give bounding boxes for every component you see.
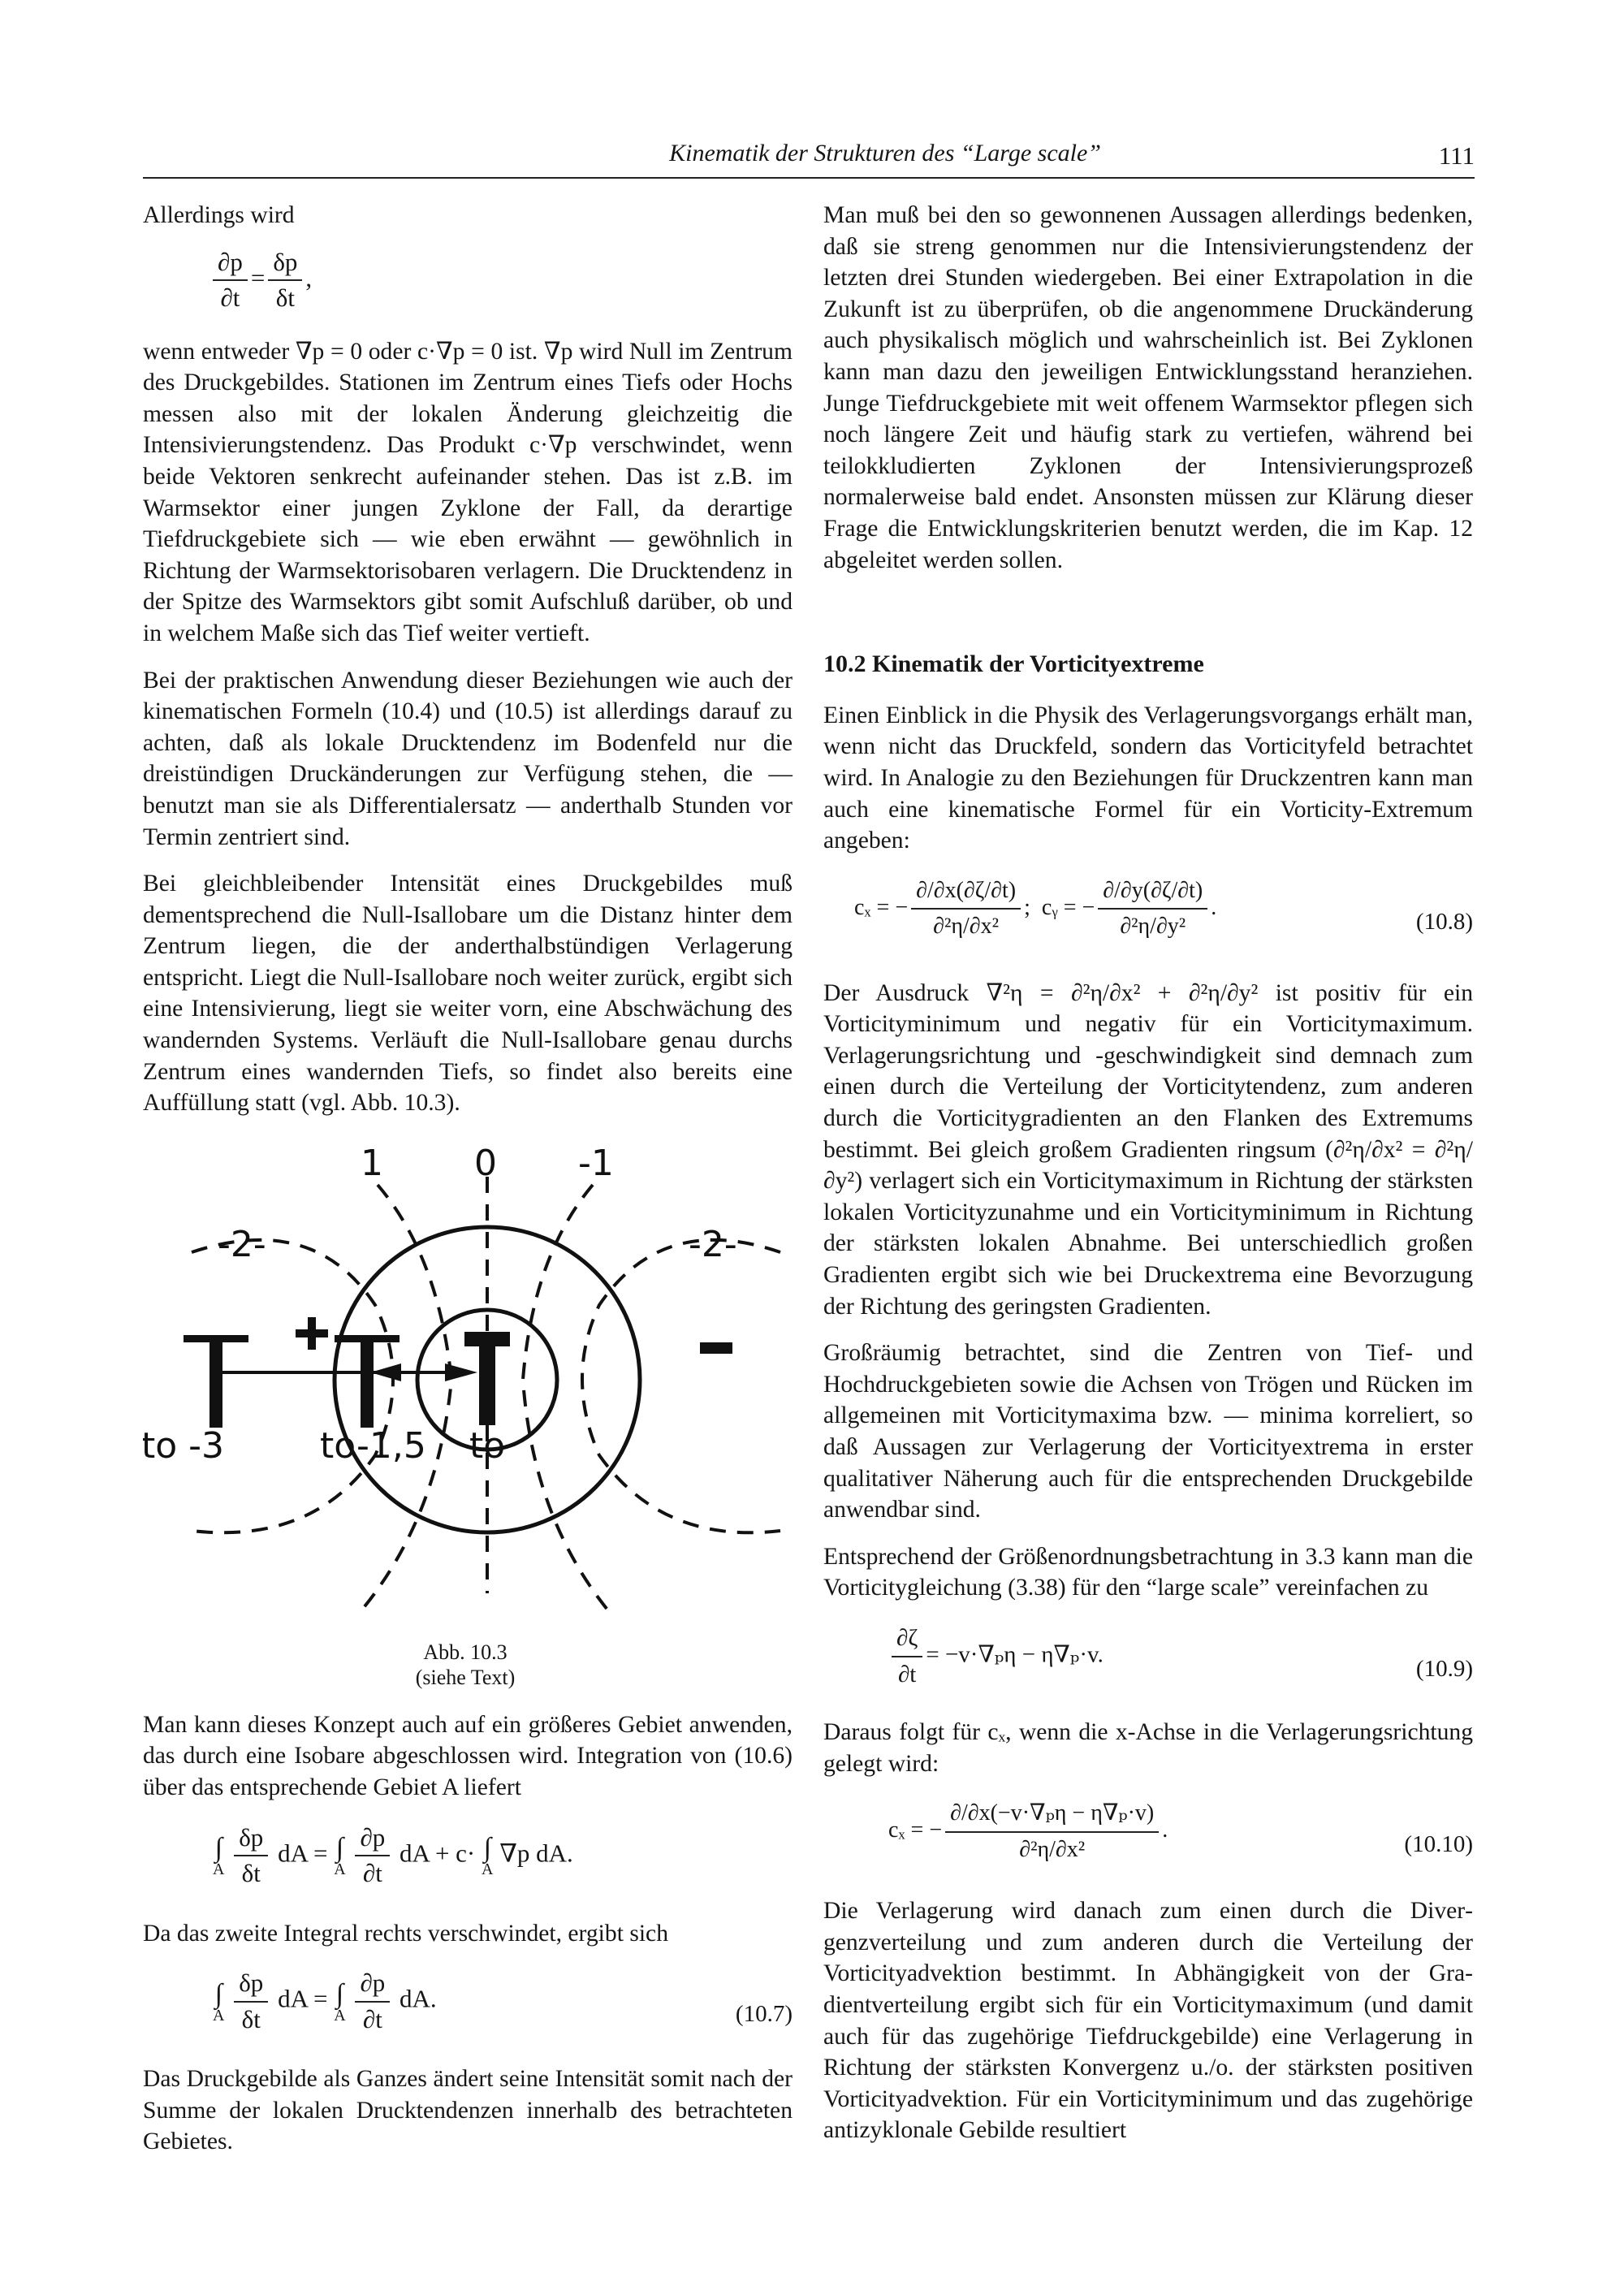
time-label: to-1,5 bbox=[320, 1424, 426, 1467]
isallobar-diagram bbox=[143, 1134, 793, 1638]
isallobar-label: 1 bbox=[361, 1142, 383, 1184]
paragraph: Einen Einblick in die Physik des Verlagerungsvorgangs erhält man, wenn nicht das Druckfeld, sondern das Vorticityfeld betrachtet wird. In Analogie zu den Beziehungen für Druckzentren kann man auch eine kinematische Formel für ein Vorticity-Extremum angeben: bbox=[823, 702, 1473, 854]
equation-dp-dt: $\frac{\partial p}{\partial t}$ = $\frac{\delta p}{\delta t}$ , bbox=[143, 247, 793, 325]
equation-integral-1: ∫ A $\frac{\delta p}{\delta t}$ dA = ∫ A $\frac{\partial p}{\partial t}$ dA + c· ∫ A ∇p dA. bbox=[213, 1822, 573, 1888]
equation-number: (10.9) bbox=[1415, 1655, 1473, 1682]
isallobar-minus2 bbox=[582, 1240, 780, 1532]
low-stem bbox=[479, 1332, 495, 1425]
right-column bbox=[823, 200, 1473, 2162]
equation-10-10: cₓ = − $\frac{\text{∂/∂x(−v·∇ₚη − η∇ₚ·v)}}{\text{∂²η/∂x²}}$ . (10.10) bbox=[823, 1795, 1473, 1879]
low-cap bbox=[335, 1335, 400, 1342]
isallobar-label: 0 bbox=[474, 1142, 497, 1184]
running-title: Kinematik der Strukturen des “Large scale” bbox=[669, 140, 1101, 166]
figure-caption: Abb. 10.3 (siehe Text) bbox=[415, 1640, 516, 1689]
equation-10-9: $\frac{\partial\zeta}{\partial t}$ = −v·∇ₚη − η∇ₚ·v. (10.9) bbox=[823, 1619, 1473, 1700]
paragraph: Man kann dieses Konzept auch auf ein größeres Gebiet anwenden, das durch eine Isobare abgeschlossen wird. Integration von (10.6) über das entsprechende Gebiet A liefert bbox=[143, 1711, 793, 1801]
equation-10-8: cₓ = − $\frac{\partial/\partial x(\partial\zeta/\partial t)}{\text{∂²η/∂x²}}$ ; cᵧ = − $\frac{\partial/\partial y(\partial\zeta/\partial t)}{\text{∂²η/∂y²}}$ . (10.8) bbox=[823, 872, 1473, 962]
intro-text: Allerdings wird bbox=[143, 202, 295, 228]
paragraph: Man muß bei den so gewonnenen Aussagen allerdings bedenken, daß sie streng genommen nur die Intensivierungstendenz der letzten drei Stunden wiedergeben. Bei einer Extrapolation in die Zukunft ist zu überprüfen, ob die angenommene Druckänderung auch physikalisch möglich und wahrscheinlich ist. Bei Zyklonen kann man dazu den jeweiligen Entwicklungsstand heranziehen. Junge Tiefdruckgebiete mit weit offenem Warmsektor pflegen sich noch längere Zeit und häufig stark zu vertiefen, während bei teilokkludierten Zyklonen der Intensivierungsprozeß normalerweise bald endet. Ansonsten müssen zur Klärung dieser Frage die Entwicklungskriterien benutzt werden, die im Kap. 12 abgeleitet werden sollen. bbox=[823, 202, 1473, 573]
equation-10-7: ∫ A $\frac{\delta p}{\delta t}$ dA = ∫ A $\frac{\partial p}{\partial t}$ dA. (10.7) bbox=[213, 1968, 793, 2033]
paragraph: Der Ausdruck ∇²η = ∂²η/∂x² + ∂²η/∂y² ist positiv für ein Vorticityminimum und negativ für ein Vorticitymaximum. Verlagerungsrichtung und -geschwindigkeit sind demnach zum einen durch die Verteilung der Vorticitytendenz, zum anderen durch die Vorticitygradienten an den Flanken des Extremums bestimmt. Bei gleich großem Gradienten ringsum (∂²η/∂x² = ∂²η/∂y²) verlagert sich ein Vorticitymaximum in Richtung der stärksten lokalen Vorticityzunahme und ein Vorticityminimum in Richtung der stärksten lokalen Abnahme. Bei unterschiedlich großen Gradienten ergibt sich wie bei Druckextrema eine Bevorzugung der Richtung des geringsten Gradienten. bbox=[823, 979, 1473, 1320]
plus-sign bbox=[308, 1317, 316, 1350]
paragraph: Großräumig betrachtet, sind die Zentren von Tief- und Hochdruckgebieten sowie die Achsen von Trögen und Rücken im allgemeinen mit Vorticitymaxima bzw. — minima korreliert, so daß Aussagen zur Verlagerung der Vorticityextrema in erster qualitativer Näherung auch für die entsprechenden Druckgebilde anwendbar sind. bbox=[823, 1340, 1473, 1523]
low-stem bbox=[209, 1342, 222, 1428]
low-stem bbox=[361, 1342, 374, 1428]
paragraph: wenn entweder ∇p = 0 oder c·∇p = 0 ist. ∇p wird Null im Zentrum des Druckgebildes. Stationen im Zentrum eines Tiefs oder Hochs messen also mit der lokalen Änderung gleichzeitig die Intensivierungstendenz. Das Produkt c·∇p verschwindet, wenn beide Vektoren senkrecht aufeinander stehen. Das ist z.B. im Warmsektor einer jungen Zyklone der Fall, da derartige Tiefdruckgebiete sich — wie eben erwähnt — gewöhnlich in Richtung der Warmsektorisobaren verlagern. Die Drucktendenz in der Spitze des Warmsektors gibt somit Aufschluß darüber, ob und in welchem Maße sich das Tief weiter vertieft. bbox=[143, 338, 793, 646]
isallobar-label: -2- bbox=[689, 1223, 737, 1265]
paragraph: Die Verlagerung wird danach zum einen durch die Divergenzverteilung und zum anderen durch die Verteilung der Vorticityadvektion bestimmt. In Abhängigkeit von der Gradientverteilung ergibt sich für ein Vorticitymaximum (und damit auch für das zugehörige Tiefdruckgebilde) eine Verlagerung in Richtung der stärksten Konvergenz u./o. der stärksten positiven Vorticityadvektion. Für ein Vorticityminimum und das zugehörige antizyklonale Gebilde resultiert bbox=[823, 1898, 1473, 2144]
time-label: to -3 bbox=[143, 1424, 225, 1467]
paragraph: Entsprechend der Größenordnungsbetrachtung in 3.3 kann man die Vorticitygleichung (3.38) für den “large scale” vereinfachen zu bbox=[823, 1543, 1473, 1601]
equation-number: (10.8) bbox=[1415, 908, 1473, 935]
arrow-head bbox=[445, 1363, 477, 1381]
equation-number: (10.10) bbox=[1404, 1831, 1473, 1858]
paragraph: Bei der praktischen Anwendung dieser Beziehungen wie auch der kinematischen Formeln (10.4) und (10.5) ist allerdings darauf zu achten, daß als lokale Drucktendenz im Bodenfeld nur die dreistündigen Druckänderungen zur Verfügung stehen, die — benutzt man sie als Differentialersatz — anderthalb Stunden vor Termin zentriert sind. bbox=[143, 667, 793, 850]
equation-number: (10.7) bbox=[735, 2001, 793, 2028]
paragraph: Das Druckgebilde als Ganzes ändert seine Intensität somit nach der Summe der lokalen Drucktendenzen innerhalb des betrachteten Gebietes. bbox=[143, 2066, 793, 2155]
paragraph: Da das zweite Integral rechts verschwindet, ergibt sich bbox=[143, 1920, 668, 1947]
isallobar-label: -1 bbox=[578, 1142, 614, 1184]
time-label: to bbox=[469, 1424, 506, 1467]
paragraph: Daraus folgt für cₓ, wenn die x-Achse in die Verlagerungsrichtung gelegt wird: bbox=[823, 1718, 1473, 1777]
fraction-lhs: $\frac{\partial p}{\partial t}$ bbox=[213, 247, 248, 314]
fraction-rhs: $\frac{\delta p}{\delta t}$ bbox=[268, 247, 302, 314]
page-number: 111 bbox=[1438, 141, 1475, 170]
section-heading: 10.2 Kinematik der Vorticityextreme bbox=[823, 650, 1204, 678]
low-cap bbox=[184, 1335, 248, 1342]
minus-sign bbox=[700, 1342, 732, 1354]
running-header bbox=[143, 140, 1475, 179]
isallobar-label: -2- bbox=[218, 1223, 266, 1265]
paragraph: Bei gleichbleibender Intensität eines Druckgebildes muß dementsprechend die Null-Isallobare um die Distanz hinter dem Zentrum liegen, die der anderthalbstündigen Verlagerung entspricht. Liegt die Null-Isallobare noch weiter zurück, ergibt sich eine Intensivierung, liegt sie weiter vorn, eine Abschwächung des wandernden Systems. Verläuft die Null-Isallobare genau durchs Zentrum eines wandernden Tiefs, so findet also bereits eine Auffüllung statt (vgl. Abb. 10.3). bbox=[143, 871, 793, 1117]
left-column bbox=[143, 200, 793, 2173]
figure-10-3 bbox=[143, 1134, 793, 1638]
